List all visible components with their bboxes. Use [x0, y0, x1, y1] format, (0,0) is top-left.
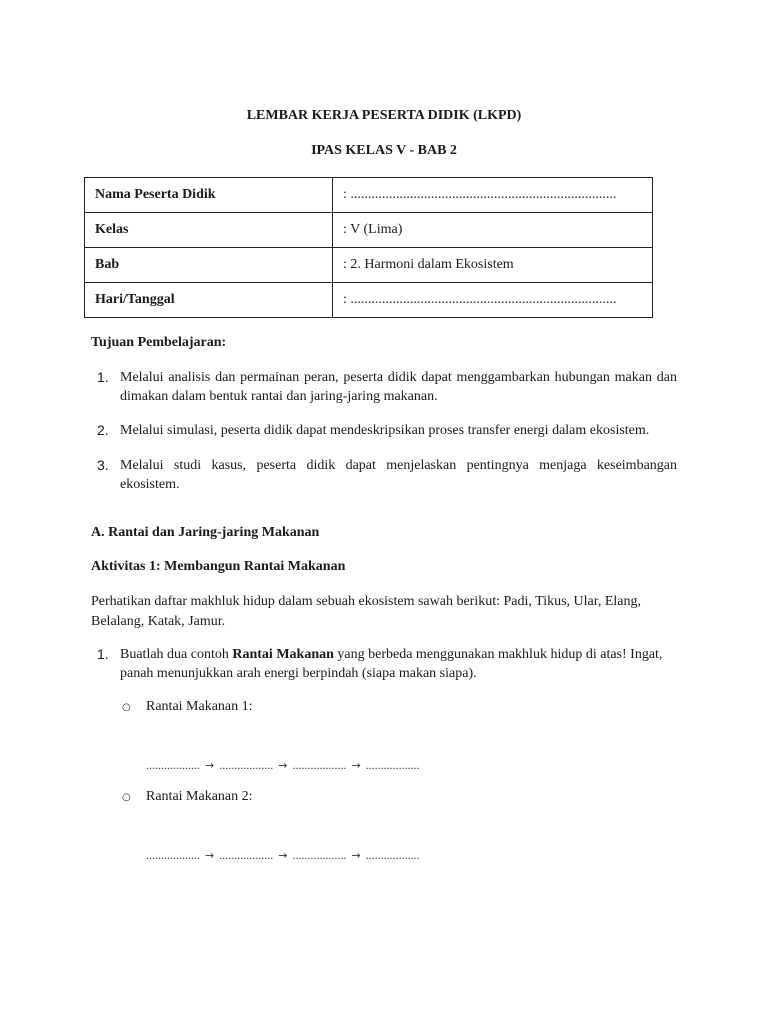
chain-label: Rantai Makanan 2: [146, 789, 253, 804]
table-row [85, 283, 653, 318]
arrow-right-icon: → [351, 849, 361, 862]
list-number: 2. [97, 422, 109, 438]
page-subtitle: IPAS KELAS V - BAB 2 [311, 143, 457, 158]
objectives-heading: Tujuan Pembelajaran: [91, 335, 227, 350]
activity-heading: Aktivitas 1: Membangun Rantai Makanan [91, 559, 346, 574]
table-label: Kelas [85, 213, 333, 248]
table-value: : ............................................................................ [333, 178, 653, 213]
chain-blank: .................. [365, 848, 420, 862]
list-number: 1. [97, 646, 109, 662]
chain-blank: .................. [146, 848, 200, 862]
arrow-right-icon: → [351, 759, 361, 772]
list-text: Melalui simulasi, peserta didik dapat mendeskripsikan proses transfer energi dalam ekosistem. [120, 423, 650, 438]
chain-blank: .................. [292, 758, 347, 772]
table-label: Nama Peserta Didik [85, 178, 333, 213]
table-value: : 2. Harmoni dalam Ekosistem [333, 248, 653, 283]
chain-item-2 [122, 789, 253, 805]
page-title: LEMBAR KERJA PESERTA DIDIK (LKPD) [246, 108, 522, 123]
task-text-part: yang berbeda menggunakan makhluk hidup di atas! Ingat, panah menunjukkan arah energi berpindah (siapa makan siapa). [120, 647, 663, 681]
arrow-right-icon: → [278, 759, 288, 772]
table-label: Bab [85, 248, 333, 283]
list-item [97, 456, 677, 494]
table-label: Hari/Tanggal [85, 283, 333, 318]
table-row [85, 213, 653, 248]
table-value: : ............................................................................ [333, 283, 653, 318]
list-text: Melalui studi kasus, peserta didik dapat menjelaskan pentingnya menjaga keseimbangan ekosistem. [120, 458, 677, 492]
circle-bullet-icon: ○ [122, 791, 131, 803]
circle-bullet-icon: ○ [122, 701, 131, 713]
chain-blank: .................. [219, 848, 274, 862]
chain-blanks-1 [146, 758, 420, 773]
list-number: 1. [97, 369, 109, 385]
task-item [97, 645, 677, 683]
list-item [97, 368, 677, 406]
chain-blank: .................. [365, 758, 420, 772]
chain-blank: .................. [219, 758, 274, 772]
task-text-bold: Rantai Makanan [232, 647, 334, 662]
arrow-right-icon: → [278, 849, 288, 862]
table-row [85, 248, 653, 283]
list-text: Melalui analisis dan permainan peran, peserta didik dapat menggambarkan hubungan makan dan dimakan dalam bentuk rantai dan jaring-jaring makanan. [120, 370, 677, 404]
section-heading: A. Rantai dan Jaring-jaring Makanan [91, 525, 320, 540]
chain-blank: .................. [146, 758, 200, 772]
chain-item-1 [122, 699, 253, 715]
arrow-right-icon: → [205, 759, 215, 772]
task-text-part: Buatlah dua contoh [120, 647, 233, 662]
chain-label: Rantai Makanan 1: [146, 699, 253, 714]
list-item [97, 421, 677, 440]
task-text [120, 645, 677, 683]
table-value: : V (Lima) [333, 213, 653, 248]
arrow-right-icon: → [205, 849, 215, 862]
chain-blanks-2 [146, 848, 420, 863]
intro-paragraph: Perhatikan daftar makhluk hidup dalam sebuah ekosistem sawah berikut: Padi, Tikus, Ular, Elang, Belalang, Katak, Jamur. [91, 594, 642, 629]
identity-table [84, 177, 653, 318]
table-row [85, 178, 653, 213]
chain-blank: .................. [292, 848, 347, 862]
list-number: 3. [97, 457, 109, 473]
